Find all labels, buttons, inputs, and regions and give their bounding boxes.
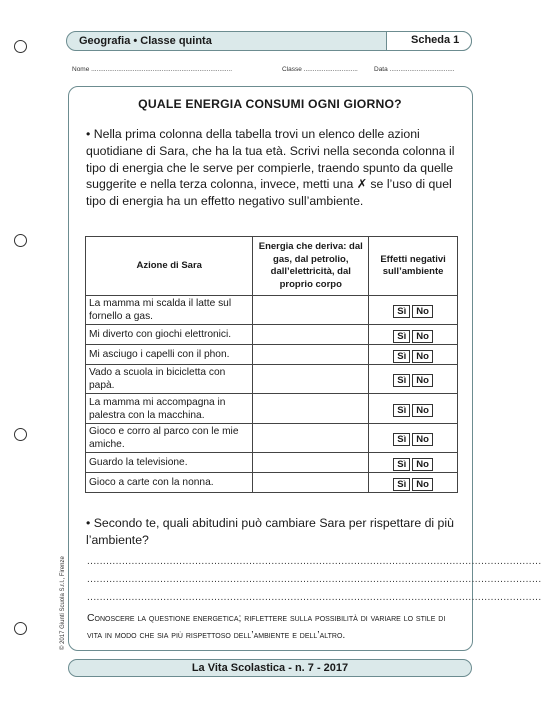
yes-box[interactable]: Sì: [393, 350, 410, 363]
effects-cell: [369, 296, 458, 325]
scheda-label: Scheda 1: [411, 34, 460, 46]
yes-box[interactable]: Sì: [393, 478, 410, 491]
table-row: [86, 365, 458, 394]
effects-cell: [369, 473, 458, 493]
table-row: [86, 394, 458, 424]
effects-cell: [369, 394, 458, 424]
answer-line[interactable]: ...............................................................................................................................................: [87, 556, 542, 567]
answer-line[interactable]: ...............................................................................................................................................: [87, 574, 542, 585]
footer-bar: [68, 659, 472, 677]
action-cell: Mi asciugo i capelli con il phon.: [86, 345, 253, 365]
learning-goal: Conoscere la questione energetica; riflettere sulla possibilità di variare lo stile di vita in modo che sia più rispettoso dell’ambiente e dell’altro.: [87, 613, 446, 641]
no-box[interactable]: No: [412, 433, 433, 446]
subject-title: Geografia • Classe quinta: [79, 35, 212, 47]
yes-box[interactable]: Sì: [393, 330, 410, 343]
table-row: [86, 424, 458, 453]
no-box[interactable]: No: [412, 330, 433, 343]
action-cell: Vado a scuola in bicicletta con papà.: [86, 365, 253, 394]
action-cell: La mamma mi accompagna in palestra con la macchina.: [86, 394, 253, 424]
question-text: • Secondo te, quali abitudini può cambiare Sara per rispettare di più l’ambiente?: [86, 516, 454, 547]
effects-cell: [369, 345, 458, 365]
action-cell: Gioco a carte con la nonna.: [86, 473, 253, 493]
effects-cell: [369, 365, 458, 394]
no-box[interactable]: No: [412, 404, 433, 417]
date-field[interactable]: Data ....................................: [374, 66, 455, 73]
energy-input-cell[interactable]: [253, 473, 369, 493]
column-header-action: Azione di Sara: [86, 237, 253, 296]
name-field[interactable]: Nome ..............................................................................: [72, 66, 233, 73]
actions-table: [85, 236, 458, 493]
energy-input-cell[interactable]: [253, 296, 369, 325]
class-field[interactable]: Classe ..............................: [282, 66, 358, 73]
action-cell: Mi diverto con giochi elettronici.: [86, 325, 253, 345]
yes-box[interactable]: Sì: [393, 305, 410, 318]
energy-input-cell[interactable]: [253, 325, 369, 345]
effects-cell: [369, 453, 458, 473]
table-row: [86, 345, 458, 365]
column-header-effects: Effetti negativi sull’ambiente: [369, 237, 458, 296]
table-row: [86, 473, 458, 493]
yes-box[interactable]: Sì: [393, 374, 410, 387]
table-row: [86, 296, 458, 325]
footer-text: La Vita Scolastica - n. 7 - 2017: [191, 662, 349, 674]
action-cell: Gioco e corro al parco con le mie amiche.: [86, 424, 253, 453]
no-box[interactable]: No: [412, 305, 433, 318]
answer-line[interactable]: ...............................................................................................................................................: [87, 592, 542, 603]
table-row: [86, 325, 458, 345]
action-cell: Guardo la televisione.: [86, 453, 253, 473]
binder-hole: [14, 234, 27, 247]
energy-input-cell[interactable]: [253, 365, 369, 394]
no-box[interactable]: No: [412, 350, 433, 363]
energy-input-cell[interactable]: [253, 453, 369, 473]
energy-input-cell[interactable]: [253, 424, 369, 453]
yes-box[interactable]: Sì: [393, 433, 410, 446]
copyright-text: © 2017 Giunti Scuola S.r.l., Firenze: [60, 556, 66, 650]
yes-box[interactable]: Sì: [393, 404, 410, 417]
binder-hole: [14, 622, 27, 635]
instructions-text: • Nella prima colonna della tabella trovi un elenco delle azioni quotidiane di Sara, che ha la tua età. Scrivi nella seconda colonna il tipo di energia che le serve per compierle, traendo spunto da quelle suggerite e nella terza colonna, invece, metti una ✗ se l’uso di quel tipo di energia ha un effetto negativo sull’ambiente.: [86, 127, 455, 209]
page-title: QUALE ENERGIA CONSUMI OGNI GIORNO?: [138, 97, 402, 111]
yes-box[interactable]: Sì: [393, 458, 410, 471]
effects-cell: [369, 325, 458, 345]
energy-input-cell[interactable]: [253, 345, 369, 365]
action-cell: La mamma mi scalda il latte sul fornello a gas.: [86, 296, 253, 325]
column-header-energy: Energia che deriva: dal gas, dal petrolio, dall’elettricità, dal proprio corpo: [253, 237, 369, 296]
effects-cell: [369, 424, 458, 453]
table-header-row: [86, 237, 458, 296]
binder-hole: [14, 428, 27, 441]
no-box[interactable]: No: [412, 374, 433, 387]
binder-hole: [14, 40, 27, 53]
no-box[interactable]: No: [412, 458, 433, 471]
table-row: [86, 453, 458, 473]
no-box[interactable]: No: [412, 478, 433, 491]
energy-input-cell[interactable]: [253, 394, 369, 424]
